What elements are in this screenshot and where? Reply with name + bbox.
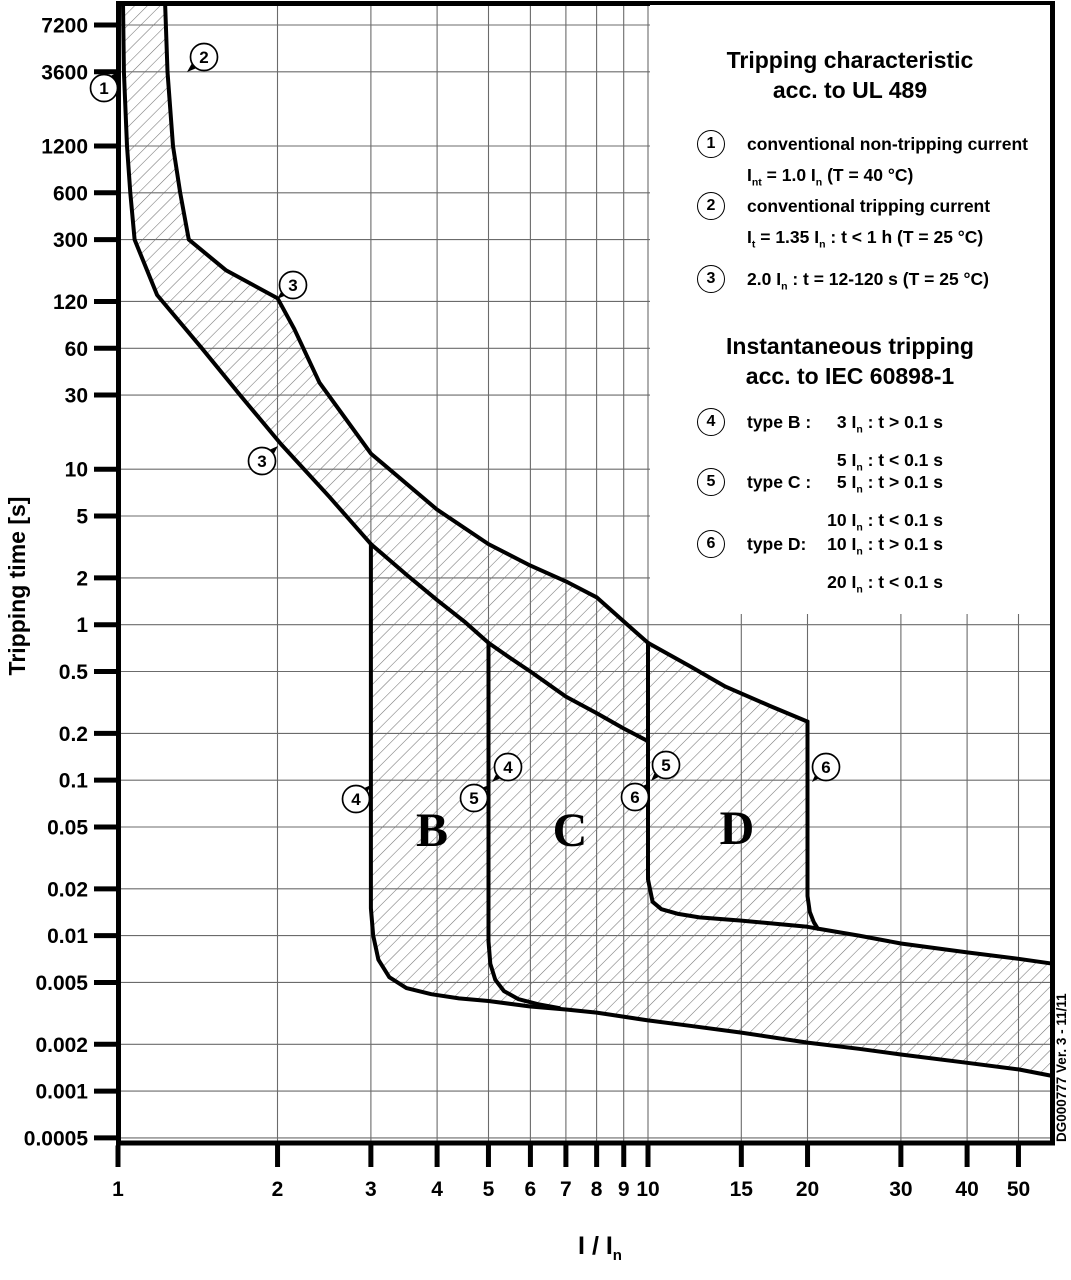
x-tick-label: 40 — [955, 1178, 979, 1201]
x-tick-label: 9 — [617, 1178, 630, 1201]
marker-number: 4 — [503, 758, 513, 777]
region-label-B: B — [415, 804, 449, 857]
marker-number: 6 — [821, 758, 831, 777]
marker-number: 1 — [99, 79, 109, 98]
x-axis-title: I / $I_n$ — [578, 1232, 622, 1264]
legend-section-title: Tripping characteristic acc. to UL 489 — [726, 47, 974, 103]
marker-1 — [91, 71, 121, 102]
region-label-D: D — [719, 802, 755, 855]
y-tick-label: 0.01 — [47, 925, 88, 949]
legend-item-type-label: type D: — [747, 534, 807, 554]
x-tick-label: 50 — [1006, 1178, 1031, 1201]
legend-item-number: 6 — [697, 530, 725, 558]
y-tick-label: 0.001 — [35, 1080, 88, 1104]
legend-section-title: Instantaneous tripping acc. to IEC 60898-1 — [726, 333, 974, 389]
marker-6 — [622, 783, 650, 811]
marker-number: 4 — [351, 790, 361, 809]
y-tick-label: 300 — [52, 229, 88, 253]
x-tick-label: 30 — [889, 1178, 913, 1201]
legend-item-text: 3 $I_n$ : t > 0.1 s 5 $I_n$ : t < 0.1 s — [836, 412, 943, 473]
marker-number: 3 — [288, 276, 298, 295]
y-tick-label: 0.1 — [58, 769, 88, 793]
y-tick-label: 1 — [76, 614, 88, 638]
x-tick-label: 2 — [271, 1178, 284, 1201]
x-tick-label: 1 — [112, 1178, 124, 1201]
legend-item-number: 2 — [697, 192, 725, 220]
marker-5 — [461, 785, 490, 812]
legend-item-number: 4 — [697, 408, 725, 436]
marker-number: 2 — [199, 48, 209, 67]
legend-item-text: conventional tripping current $I_t = 1.35$ $I_n$ : t < 1 h (T = 25 °C) — [747, 196, 991, 251]
legend-item-text: 10 $I_n$ : t > 0.1 s 20 $I_n$ : t < 0.1 s — [827, 534, 943, 595]
marker-6 — [812, 754, 840, 783]
x-tick-label: 8 — [590, 1178, 603, 1201]
legend-item-type-label: type C : — [747, 472, 812, 492]
y-tick-label: 5 — [76, 505, 88, 529]
y-tick-label: 0.5 — [58, 661, 88, 684]
x-tick-label: 7 — [560, 1178, 572, 1201]
x-tick-label: 20 — [795, 1178, 820, 1201]
marker-number: 5 — [661, 756, 671, 775]
curve-d-right — [808, 722, 818, 929]
marker-number: 3 — [257, 452, 267, 471]
y-tick-label: 3600 — [41, 61, 88, 85]
y-tick-label: 7200 — [41, 14, 88, 38]
y-tick-label: 1200 — [41, 135, 88, 159]
legend-item-number: 5 — [697, 468, 725, 496]
marker-number: 6 — [630, 788, 640, 807]
x-tick-label: 10 — [636, 1178, 660, 1201]
legend-item-number: 1 — [697, 130, 725, 158]
legend-item-text: conventional non-tripping current $I_{nt} = 1.0$ $I_n$ (T = 40 °C) — [747, 134, 1028, 189]
legend-item-number: 3 — [697, 265, 725, 293]
y-tick-label: 0.002 — [35, 1033, 88, 1057]
legend-item-type-label: type B : — [747, 412, 812, 432]
legend-item-text: 5 $I_n$ : t > 0.1 s 10 $I_n$ : t < 0.1 s — [827, 472, 943, 533]
y-tick-label: 600 — [52, 182, 88, 206]
y-tick-label: 0.2 — [58, 722, 88, 746]
x-tick-label: 3 — [365, 1178, 377, 1201]
x-tick-label: 5 — [482, 1178, 495, 1201]
y-tick-label: 0.005 — [35, 971, 88, 995]
marker-number: 5 — [469, 789, 479, 808]
legend — [650, 5, 1050, 613]
y-axis-title: Tripping time [s] — [4, 496, 30, 676]
y-tick-label: 0.0005 — [23, 1127, 88, 1151]
marker-3 — [249, 446, 279, 475]
y-tick-label: 2 — [76, 567, 88, 591]
y-tick-label: 60 — [64, 337, 88, 361]
marker-3 — [277, 272, 307, 300]
y-tick-label: 0.05 — [47, 816, 88, 840]
region-label-C: C — [552, 804, 588, 857]
document-version-note: DG000777 Ver. 3 - 11/11 — [1054, 993, 1069, 1142]
y-tick-label: 30 — [64, 384, 88, 408]
x-tick-label: 4 — [431, 1178, 443, 1201]
legend-item-text: 2.0 $I_n$ : t = 12-120 s (T = 25 °C) — [747, 269, 990, 293]
marker-2 — [187, 44, 218, 73]
x-tick-label: 15 — [729, 1178, 753, 1201]
y-tick-label: 0.02 — [47, 878, 88, 902]
y-tick-label: 120 — [52, 290, 88, 314]
x-tick-label: 6 — [524, 1178, 537, 1201]
y-tick-label: 10 — [64, 458, 88, 482]
marker-4 — [343, 785, 372, 813]
